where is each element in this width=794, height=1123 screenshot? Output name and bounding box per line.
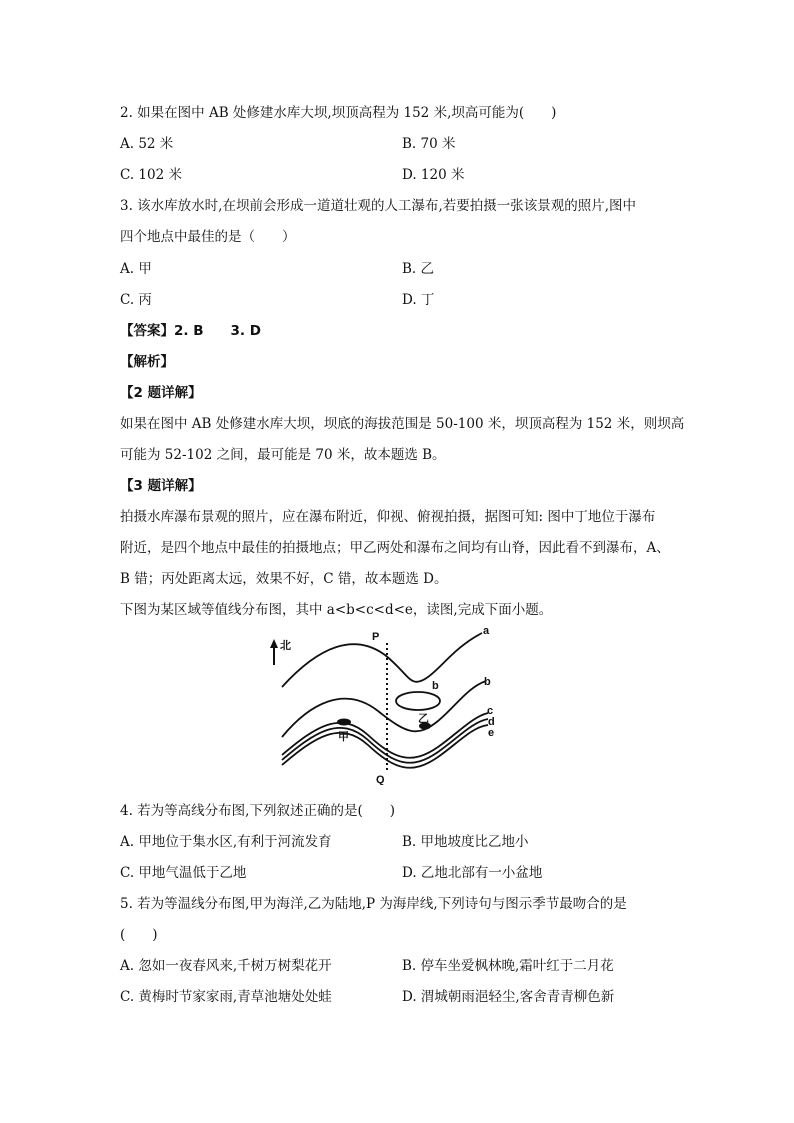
detail2-line2: 可能为 52-102 之间，最可能是 70 米，故本题选 B。 xyxy=(120,447,446,463)
q3-stem-line2: 四个地点中最佳的是（ ） xyxy=(120,229,296,245)
q3-option-c: C. 丙 xyxy=(120,292,152,308)
jia-marker xyxy=(337,719,351,726)
q5-option-b: B. 停车坐爱枫林晚,霜叶红于二月花 xyxy=(402,958,614,974)
isoline-a xyxy=(282,633,482,687)
detail3-line3: B 错；丙处距离太远，效果不好，C 错，故本题选 D。 xyxy=(120,571,448,587)
detail2-heading: 【2 题详解】 xyxy=(120,385,202,401)
answer-line: 【答案】2. B 3. D xyxy=(120,323,261,339)
label-e: e xyxy=(488,727,495,739)
label-p: P xyxy=(372,631,380,643)
label-inner-b: b xyxy=(432,680,439,692)
detail3-line2: 附近，是四个地点中最佳的拍摄地点；甲乙两处和瀑布之间均有山脊，因此看不到瀑布，A、 xyxy=(120,540,670,556)
north-arrow-icon xyxy=(270,639,278,665)
q2-option-c: C. 102 米 xyxy=(120,167,182,183)
isoline-b xyxy=(282,681,486,737)
q5-option-a: A. 忽如一夜春风来,千树万树梨花开 xyxy=(120,958,332,974)
isoline-d xyxy=(282,719,488,763)
q3-option-b: B. 乙 xyxy=(402,261,435,277)
q4-option-a: A. 甲地位于集水区,有利于河流发育 xyxy=(120,834,332,850)
isoline-c xyxy=(282,713,488,758)
q2-option-d: D. 120 米 xyxy=(402,167,465,183)
q4-option-c: C. 甲地气温低于乙地 xyxy=(120,865,247,881)
label-d: d xyxy=(488,716,495,728)
q3-option-a: A. 甲 xyxy=(120,261,152,277)
label-b: b xyxy=(484,676,491,688)
label-a: a xyxy=(483,625,490,637)
q2-option-b: B. 70 米 xyxy=(402,136,456,152)
q4-stem: 4. 若为等高线分布图,下列叙述正确的是( ) xyxy=(120,803,395,819)
figure-intro: 下图为某区域等值线分布图，其中 a<b<c<d<e，读图,完成下面小题。 xyxy=(120,602,553,618)
q5-stem-line1: 5. 若为等温线分布图,甲为海洋,乙为陆地,P 为海岸线,下列诗句与图示季节最吻合的是 xyxy=(120,896,627,912)
label-yi: 乙 xyxy=(418,713,429,725)
detail3-line1: 拍摄水库瀑布景观的照片，应在瀑布附近，仰视、俯视拍摄，据图可知: 图中丁地位于瀑布 xyxy=(120,509,656,525)
label-q: Q xyxy=(376,774,385,785)
q5-option-d: D. 渭城朝雨浥轻尘,客舍青青柳色新 xyxy=(402,989,615,1005)
detail2-line1: 如果在图中 AB 处修建水库大坝，坝底的海拔范围是 50-100 米，坝顶高程为 152 米，则坝高 xyxy=(120,416,685,432)
north-label: 北 xyxy=(280,640,291,652)
label-c: c xyxy=(487,705,494,717)
isoline-figure xyxy=(260,625,510,785)
label-jia: 甲 xyxy=(338,731,349,743)
q4-option-b: B. 甲地坡度比乙地小 xyxy=(402,834,529,850)
q5-stem-line2: ( ) xyxy=(120,927,158,943)
q5-option-c: C. 黄梅时节家家雨,青草池塘处处蛙 xyxy=(120,989,332,1005)
q4-option-d: D. 乙地北部有一小盆地 xyxy=(402,865,543,881)
analysis-heading: 【解析】 xyxy=(120,354,174,370)
q3-option-d: D. 丁 xyxy=(402,292,435,308)
q3-stem-line1: 3. 该水库放水时,在坝前会形成一道道壮观的人工瀑布,若要拍摄一张该景观的照片,图中 xyxy=(120,198,637,214)
detail3-heading: 【3 题详解】 xyxy=(120,478,202,494)
q2-stem: 2. 如果在图中 AB 处修建水库大坝,坝顶高程为 152 米,坝高可能为( ) xyxy=(120,105,557,121)
q2-option-a: A. 52 米 xyxy=(120,136,174,152)
closed-isoline-b xyxy=(396,692,440,710)
